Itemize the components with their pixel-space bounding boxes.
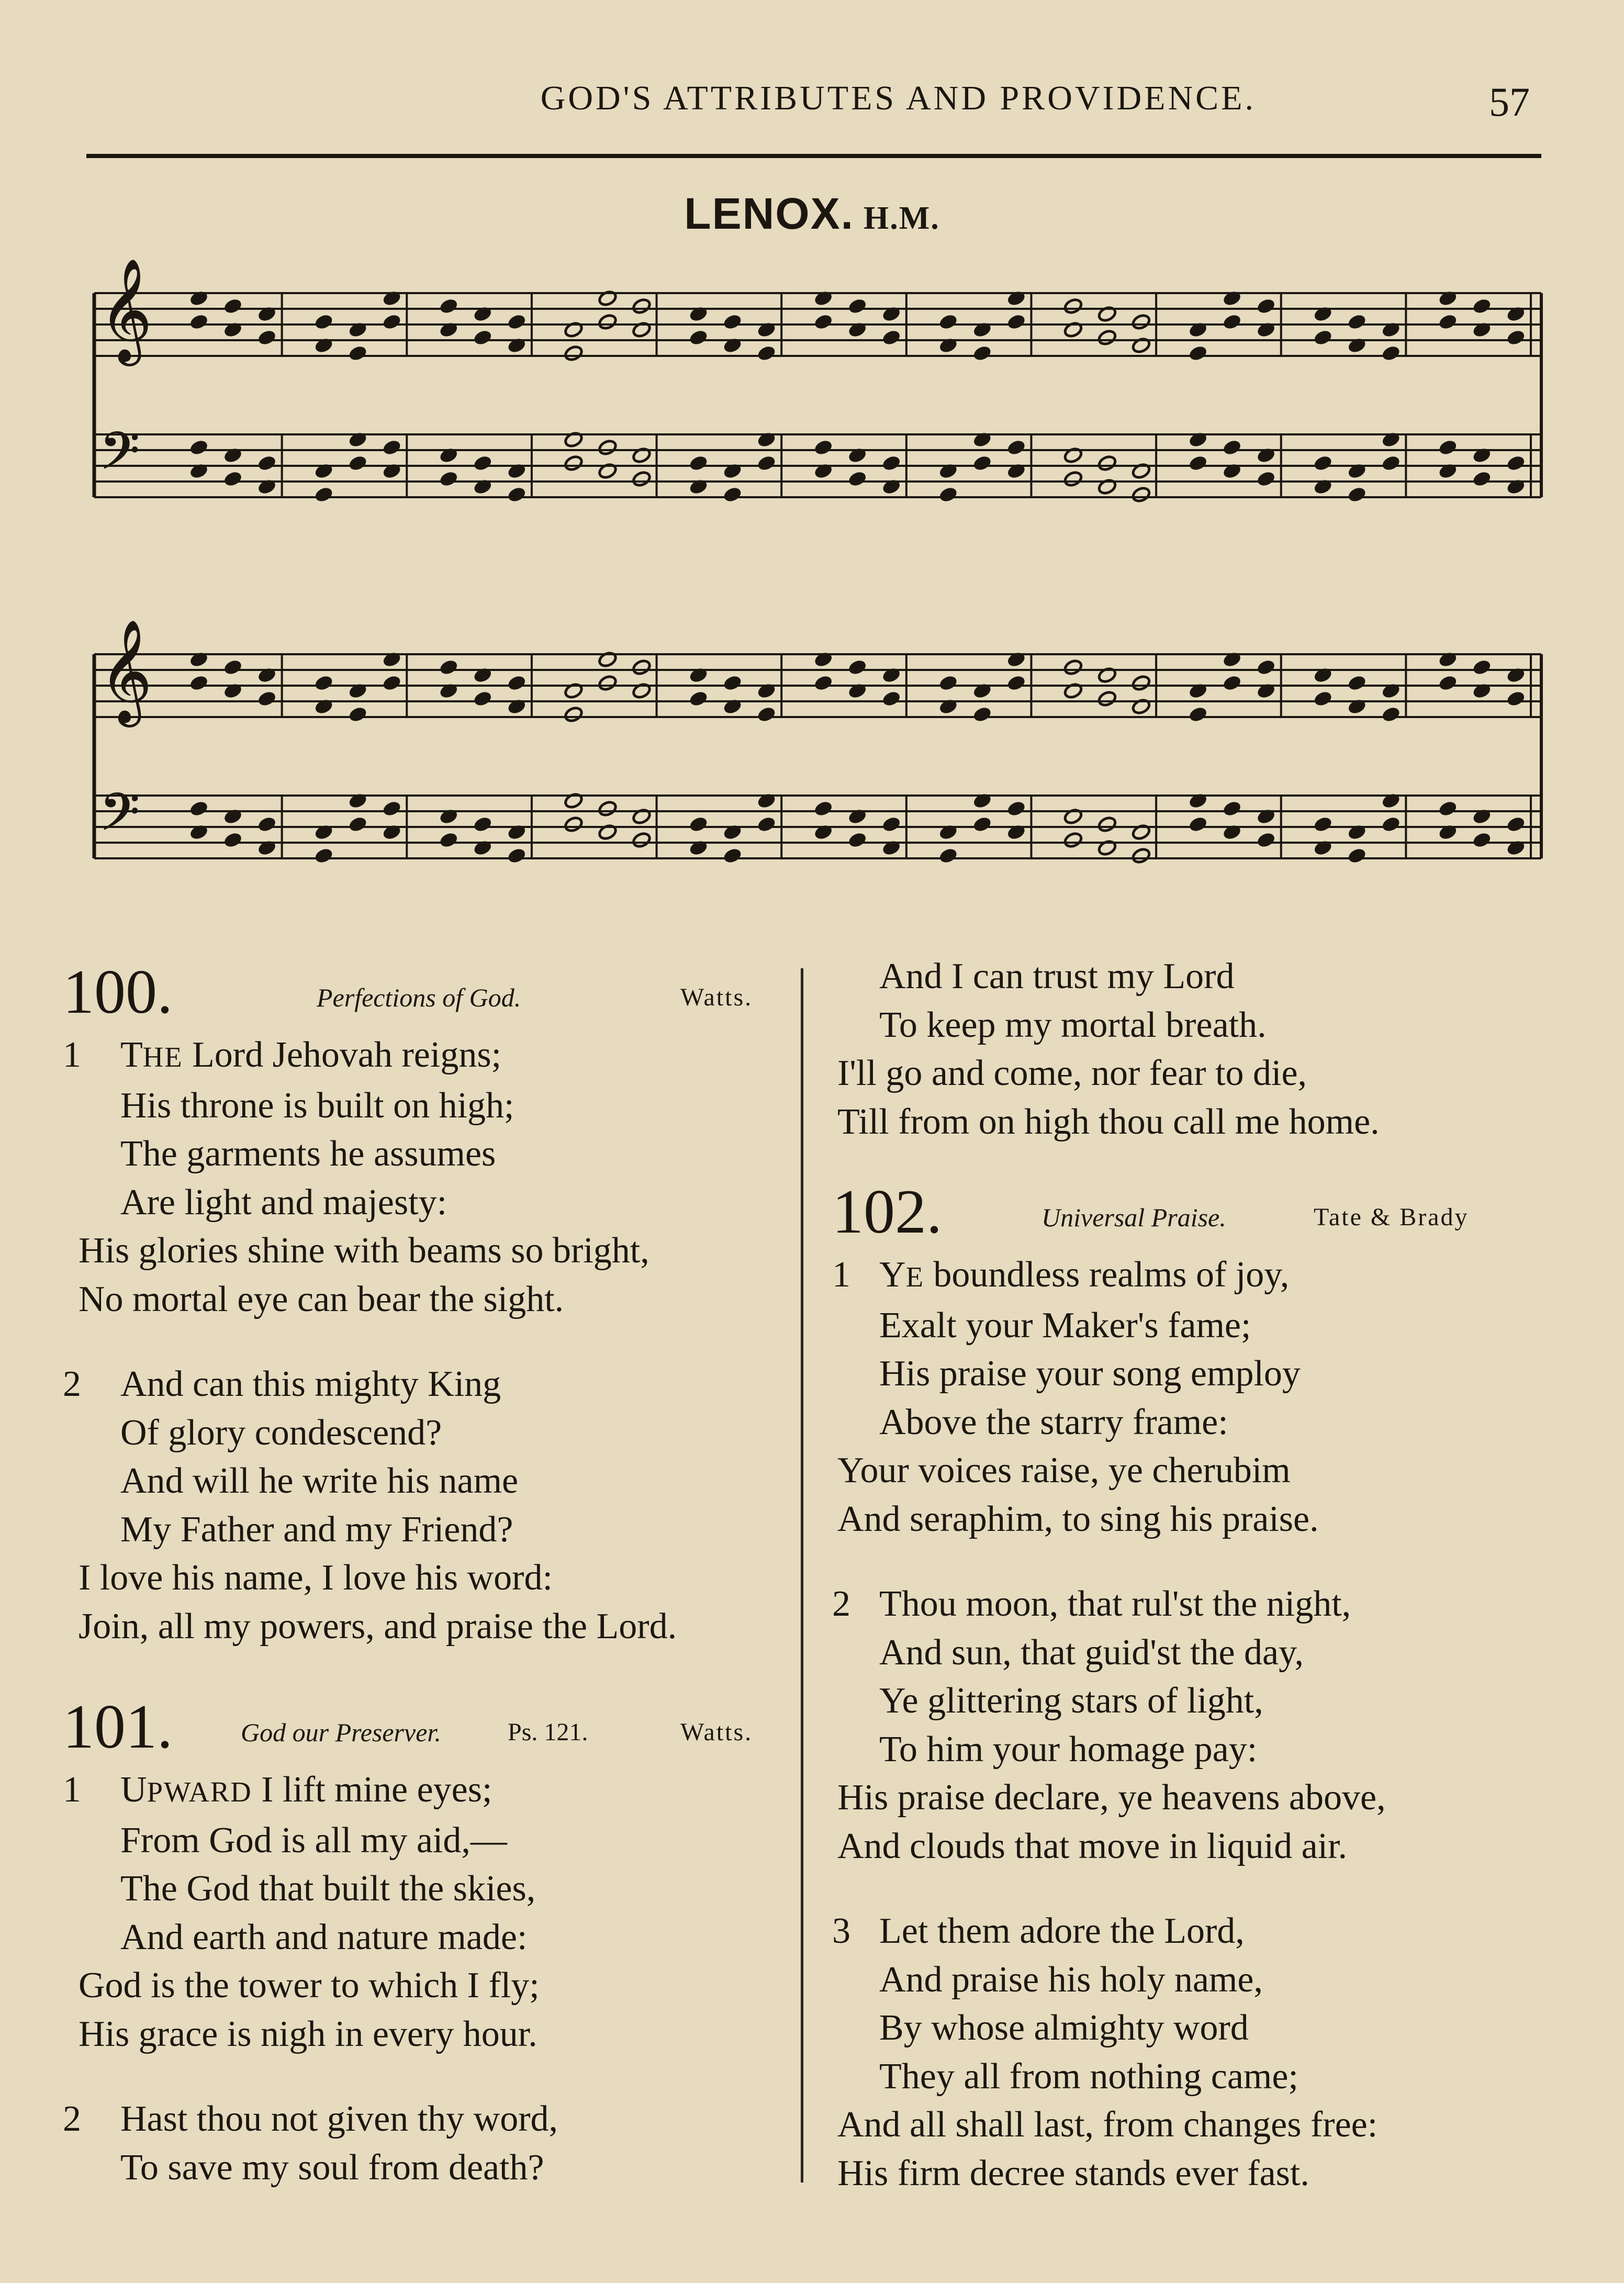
note-head [1131,674,1151,691]
verse-line: Above the starry frame: [879,1402,1228,1442]
verse-number: 3 [832,1911,850,1951]
stanza [832,1907,1575,2198]
verse-line: I'll go and come, nor fear to die, [837,1053,1307,1093]
verse-line: And sun, that guid'st the day, [879,1632,1304,1673]
hymn-number: 100. [63,957,173,1026]
verse-line: His firm decree stands ever fast. [837,2153,1309,2194]
note-head [813,313,833,330]
hymn-header [63,953,796,1031]
note-head [223,658,243,676]
verse-line: Of glory condescend? [120,1412,442,1453]
note-head [972,344,992,362]
note-head [1506,815,1526,833]
verse-line: I love his name, I love his word: [79,1558,553,1598]
note-head [313,486,333,503]
note-head [1006,674,1026,691]
verse-line: And praise his holy name, [879,1959,1263,2000]
note-head [1313,815,1333,833]
note-head [1347,313,1367,330]
note-head [756,706,776,723]
verse-line: The God that built the skies, [120,1868,536,1909]
note-head [598,439,618,456]
note-head [1506,690,1526,707]
note-head [257,454,277,472]
note-head [598,313,618,330]
note-head [632,470,652,487]
note-head [938,486,958,503]
note-head [938,313,958,330]
verse-line: Ye glittering stars of light, [879,1681,1263,1721]
note-head [881,329,901,346]
verse-line: His glories shine with beams so bright, [79,1230,649,1271]
note-head [1472,297,1492,315]
note-head [1381,344,1401,362]
music-score [0,0,1624,900]
note-head [223,470,243,487]
hymn-subject: God our Preserver. [241,1718,441,1747]
note-head [1472,470,1492,487]
note-head [382,800,401,817]
note-head [1347,674,1367,691]
note-head [223,297,243,315]
note-head [1097,329,1117,346]
bass-clef-icon: 𝄢 [99,421,140,494]
note-head [722,674,742,691]
verse-line: And can this mighty King [120,1364,501,1404]
verse-line: From God is all my aid,— [120,1820,507,1861]
note-head [473,690,492,707]
verse-line: And clouds that move in liquid air. [837,1826,1348,1866]
note-head [972,454,992,472]
note-head [881,815,901,833]
verse-line: Let them adore the Lord, [879,1911,1245,1951]
verse-line: YE boundless realms of joy, [879,1255,1290,1295]
note-head [1063,658,1083,676]
note-head [1006,313,1026,330]
stanza [63,2095,796,2192]
verse-line: His praise your song employ [879,1353,1301,1394]
note-head [257,815,277,833]
note-head [382,313,401,330]
hymn-header [832,1172,1575,1251]
verse-line: By whose almighty word [879,2008,1249,2048]
note-head [382,439,401,456]
verse-line: Till from on high thou call me home. [837,1101,1380,1142]
note-head [813,800,833,817]
note-head [756,454,776,472]
note-head [439,470,458,487]
note-head [881,454,901,472]
stanza [832,1251,1575,1543]
note-head [564,815,584,833]
page-number: 57 [1489,79,1530,125]
running-title: GOD'S ATTRIBUTES AND PROVIDENCE. [540,79,1256,117]
stanza [63,1766,796,2058]
note-head [507,674,527,691]
note-head [257,690,277,707]
note-head [473,329,492,346]
note-head [756,344,776,362]
note-head [1222,439,1242,456]
note-head [507,486,527,503]
note-head [189,439,209,456]
stanza [832,1580,1575,1871]
note-head [598,800,618,817]
note-head [1131,486,1151,503]
note-head [507,313,527,330]
note-head [1438,313,1458,330]
hymn-author: Tate & Brady [1314,1203,1469,1231]
note-head [938,674,958,691]
note-head [439,658,458,676]
note-head [813,439,833,456]
verse-line: And I can trust my Lord [879,956,1235,997]
verse-line: Hast thou not given thy word, [120,2099,558,2139]
note-head [1313,454,1333,472]
hymn-header [63,1687,796,1766]
note-head [1381,815,1401,833]
note-head [632,658,652,676]
hymn-author: Watts. [680,1718,753,1746]
note-head [189,674,209,691]
verse-number: 1 [63,1035,81,1075]
verse-line: Are light and majesty: [120,1182,447,1223]
note-head [1381,706,1401,723]
note-head [223,831,243,848]
right-column [832,953,1575,2234]
verse-line: Your voices raise, ye cherubim [837,1450,1291,1491]
verse-line: And will he write his name [120,1461,519,1501]
verse-number: 1 [832,1255,850,1295]
note-head [1097,690,1117,707]
note-head [313,313,333,330]
note-head [473,815,492,833]
note-head [1256,831,1276,848]
note-head [313,847,333,864]
verse-line: UPWARD I lift mine eyes; [120,1770,492,1810]
note-head [632,297,652,315]
hymn-author: Watts. [680,983,753,1011]
note-head [1063,470,1083,487]
note-head [348,706,367,723]
treble-clef-icon: 𝄞 [99,619,152,723]
note-head [688,454,708,472]
note-head [1438,800,1458,817]
verse-line: They all from nothing came; [879,2056,1298,2097]
note-head [313,674,333,691]
note-head [722,847,742,864]
stanza [63,1031,796,1324]
note-head [348,344,367,362]
note-head [439,831,458,848]
note-head [1222,313,1242,330]
verse-number: 2 [63,2099,81,2139]
column-divider [801,968,803,2183]
tune-name: LENOX. [684,189,854,238]
verse-line: Exalt your Maker's fame; [879,1305,1251,1346]
verse-line: And all shall last, from changes free: [837,2105,1378,2145]
note-head [1063,297,1083,315]
note-head [756,815,776,833]
hymn-reference: Ps. 121. [508,1718,588,1746]
note-head [473,454,492,472]
note-head [1188,454,1208,472]
note-head [189,313,209,330]
note-head [1256,658,1276,676]
note-head [688,329,708,346]
hymn-subject: Perfections of God. [317,983,521,1012]
note-head [1347,847,1367,864]
note-head [189,800,209,817]
note-head [722,486,742,503]
note-head [1256,470,1276,487]
note-head [632,831,652,848]
note-head [1097,454,1117,472]
verse-line: Thou moon, that rul'st the night, [879,1584,1351,1624]
note-head [1472,658,1492,676]
verse-line: Join, all my powers, and praise the Lord. [79,1606,677,1647]
tune-meter: H.M. [863,200,940,236]
stanza [63,1360,796,1651]
verse-line: His grace is nigh in every hour. [79,2013,537,2054]
note-head [382,674,401,691]
note-head [688,690,708,707]
verse-line: To him your homage pay: [879,1729,1258,1770]
note-head [1472,831,1492,848]
verse-line: And earth and nature made: [120,1917,528,1957]
note-head [1222,800,1242,817]
note-head [348,815,367,833]
note-head [257,329,277,346]
note-head [598,674,618,691]
note-head [1381,454,1401,472]
note-head [1131,313,1151,330]
note-head [1063,831,1083,848]
note-head [972,815,992,833]
note-head [847,658,867,676]
note-head [938,847,958,864]
note-head [1188,344,1208,362]
verse-number: 2 [832,1584,850,1624]
note-head [847,470,867,487]
note-head [1438,439,1458,456]
note-head [1222,674,1242,691]
verse-line: To keep my mortal breath. [879,1004,1267,1045]
note-head [1131,847,1151,864]
verse-line: His praise declare, ye heavens above, [837,1777,1386,1818]
note-head [564,344,584,362]
note-head [847,297,867,315]
note-head [1506,454,1526,472]
note-head [1006,439,1026,456]
verse-line: The garments he assumes [120,1134,496,1174]
verse-line: God is the tower to which I fly; [79,1965,540,2006]
note-head [1097,815,1117,833]
verse-line: No mortal eye can bear the sight. [79,1279,564,1319]
note-head [1347,486,1367,503]
verse-number: 1 [63,1770,81,1810]
note-head [1313,329,1333,346]
note-head [1506,329,1526,346]
note-head [847,831,867,848]
note-head [507,847,527,864]
note-head [439,297,458,315]
note-head [813,674,833,691]
note-head [348,454,367,472]
note-head [1006,800,1026,817]
verse-line: To save my soul from death? [120,2147,544,2188]
note-head [1188,706,1208,723]
note-head [564,706,584,723]
verse-line: THE Lord Jehovah reigns; [120,1035,502,1075]
hymn-number: 101. [63,1692,173,1761]
note-head [564,454,584,472]
note-head [1438,674,1458,691]
hymn-subject: Universal Praise. [1041,1203,1226,1232]
verse-line: My Father and my Friend? [120,1509,513,1550]
stanza-continued [832,953,1575,1146]
hymn-number: 102. [832,1177,942,1246]
note-head [972,706,992,723]
left-column [63,953,796,2229]
treble-clef-icon: 𝄞 [99,258,152,362]
bass-clef-icon: 𝄢 [99,782,140,855]
verse-line: And seraphim, to sing his praise. [837,1498,1319,1539]
note-head [1256,297,1276,315]
note-head [688,815,708,833]
note-head [1313,690,1333,707]
verse-number: 2 [63,1364,81,1404]
note-head [722,313,742,330]
verse-line: His throne is built on high; [120,1085,514,1126]
note-head [881,690,901,707]
note-head [1188,815,1208,833]
